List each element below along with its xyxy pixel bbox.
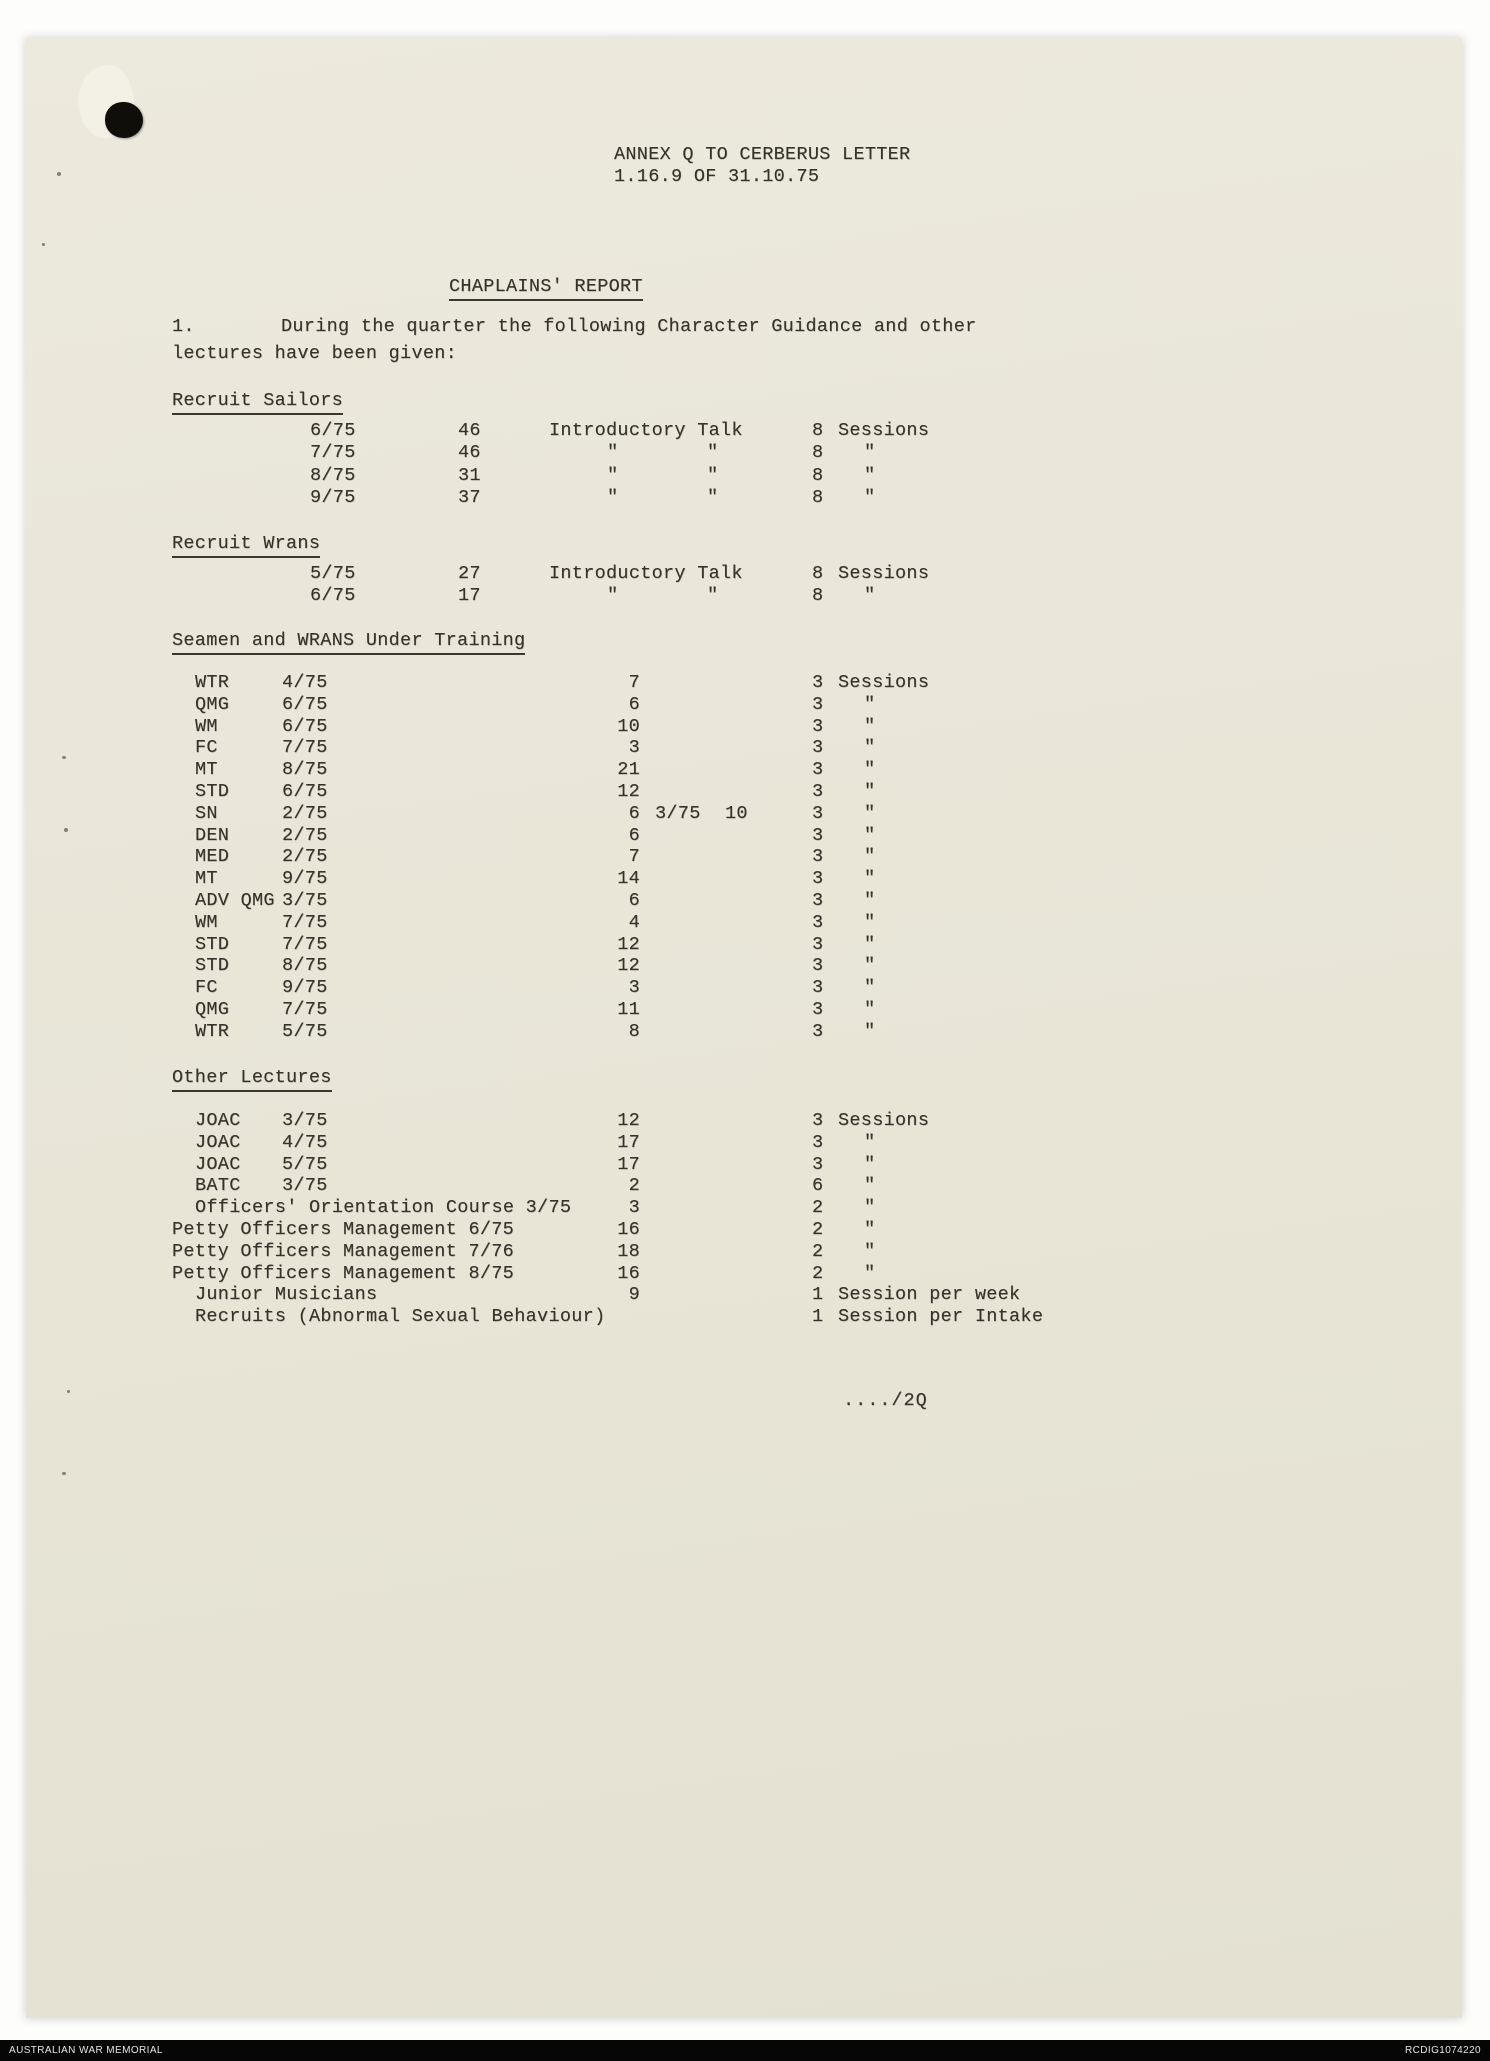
cell: 3	[812, 781, 824, 802]
table-row	[26, 1284, 1462, 1306]
table-row	[26, 694, 1462, 716]
table-row	[26, 825, 1462, 847]
cell: ADV QMG	[195, 890, 275, 911]
cell: 12	[617, 955, 640, 977]
cell: Petty Officers Management 8/75	[172, 1262, 515, 1284]
cell: 2	[812, 1240, 824, 1262]
cell: "	[864, 1219, 876, 1240]
cell: BATC	[195, 1175, 241, 1197]
cell: STD	[195, 933, 230, 955]
cell: DEN	[195, 824, 230, 846]
table-row	[26, 442, 1462, 464]
cell: WTR	[195, 1020, 230, 1042]
cell: MT	[195, 868, 218, 890]
cell: 3	[812, 1110, 824, 1131]
cell: 3	[812, 846, 824, 868]
cell: 10	[617, 715, 640, 737]
cell: 3	[812, 911, 824, 933]
cell: 46	[458, 420, 481, 441]
archive-source-label: AUSTRALIAN WAR MEMORIAL	[9, 2045, 163, 2056]
cell: 8/75	[282, 759, 328, 781]
cell: 5/75	[282, 1020, 328, 1042]
table-row	[26, 999, 1462, 1021]
table-row	[26, 1021, 1462, 1043]
cell: 3	[812, 672, 824, 693]
cell: 17	[458, 585, 481, 606]
cell: "	[864, 759, 876, 781]
cell: "	[864, 693, 876, 715]
table-row	[26, 487, 1462, 509]
cell: JOAC	[195, 1110, 241, 1131]
table-row	[26, 977, 1462, 999]
cell: "	[864, 977, 876, 999]
cell: Sessions	[838, 672, 930, 693]
cell: Recruits (Abnormal Sexual Behaviour)	[195, 1306, 606, 1328]
cell: 18	[617, 1240, 640, 1262]
cell: "	[864, 1197, 876, 1219]
cell: 9	[628, 1284, 640, 1306]
paper-speck	[62, 1472, 66, 1475]
cell: "	[864, 933, 876, 955]
table-row	[26, 465, 1462, 487]
cell: "	[864, 1131, 876, 1153]
cell: "	[864, 824, 876, 846]
cell: 6/75	[282, 781, 328, 802]
cell: "	[864, 1240, 876, 1262]
cell: "	[707, 486, 719, 508]
cell: 14	[617, 868, 640, 890]
cell: QMG	[195, 693, 230, 715]
cell: 12	[617, 933, 640, 955]
table-row	[26, 1110, 1462, 1132]
cell: 6/75	[282, 715, 328, 737]
archive-footer-bar	[0, 2040, 1490, 2061]
table-row	[26, 1175, 1462, 1197]
cell: 6	[628, 693, 640, 715]
cell: Petty Officers Management 7/76	[172, 1240, 515, 1262]
table-row	[26, 934, 1462, 956]
document-page	[26, 38, 1462, 2018]
paper-speck	[57, 172, 61, 176]
cell: 3	[812, 890, 824, 911]
cell: "	[864, 911, 876, 933]
cell: "	[864, 781, 876, 802]
cell: 8	[812, 486, 824, 508]
paper-speck	[42, 243, 45, 246]
cell: 8	[812, 420, 824, 441]
annex-line-1: ANNEX Q TO CERBERUS LETTER	[614, 144, 911, 165]
cell: "	[864, 955, 876, 977]
cell: 4/75	[282, 1131, 328, 1153]
page-continuation: ..../2Q	[843, 1390, 928, 1411]
cell: 6	[628, 802, 640, 824]
table-row	[26, 846, 1462, 868]
cell: 3	[812, 977, 824, 999]
cell: "	[864, 1175, 876, 1197]
cell: 6/75	[310, 585, 356, 606]
cell: 3	[812, 1020, 824, 1042]
cell: 17	[617, 1153, 640, 1175]
cell: 2/75	[282, 824, 328, 846]
cell: "	[864, 715, 876, 737]
cell: 9/75	[310, 486, 356, 508]
table-row	[26, 1263, 1462, 1285]
table-row	[26, 1306, 1462, 1328]
table-row	[26, 1154, 1462, 1176]
cell: 4	[628, 911, 640, 933]
cell: Sessions	[838, 563, 930, 584]
cell: "	[864, 802, 876, 824]
section-heading: Recruit Wrans	[172, 533, 320, 558]
table-row	[26, 672, 1462, 694]
cell: 7	[628, 846, 640, 868]
cell: 8	[812, 442, 824, 464]
cell: 3	[628, 977, 640, 999]
cell: "	[864, 737, 876, 759]
cell: 10	[725, 802, 748, 824]
cell: 3	[812, 802, 824, 824]
cell: Sessions	[838, 1110, 930, 1131]
table-row	[26, 912, 1462, 934]
cell: 8	[812, 585, 824, 606]
cell: 2/75	[282, 846, 328, 868]
table-row	[26, 803, 1462, 825]
cell: STD	[195, 781, 230, 802]
cell: 21	[617, 759, 640, 781]
cell: 4/75	[282, 672, 328, 693]
cell: 3	[812, 715, 824, 737]
cell: 6	[628, 890, 640, 911]
cell: 12	[617, 1110, 640, 1131]
cell: Introductory Talk	[549, 420, 743, 441]
section-heading: Recruit Sailors	[172, 390, 343, 415]
cell: "	[864, 999, 876, 1020]
hole-punch-mark	[105, 102, 143, 138]
cell: "	[607, 442, 619, 464]
cell: 3	[812, 693, 824, 715]
table-row	[26, 563, 1462, 585]
paragraph-number: 1.	[172, 316, 195, 337]
cell: 5/75	[310, 563, 356, 584]
cell: 9/75	[282, 977, 328, 999]
cell: 8/75	[282, 955, 328, 977]
cell: "	[864, 846, 876, 868]
cell: 6	[812, 1175, 824, 1197]
cell: 2	[628, 1175, 640, 1197]
cell: JOAC	[195, 1131, 241, 1153]
cell: FC	[195, 977, 218, 999]
cell: Session per week	[838, 1284, 1021, 1306]
cell: MT	[195, 759, 218, 781]
cell: QMG	[195, 999, 230, 1020]
table-row	[26, 1219, 1462, 1241]
cell: 37	[458, 486, 481, 508]
cell: "	[864, 464, 876, 486]
cell: 46	[458, 442, 481, 464]
paragraph-line-2: lectures have been given:	[172, 343, 458, 364]
table-row	[26, 1241, 1462, 1263]
cell: 12	[617, 781, 640, 802]
cell: 3	[812, 737, 824, 759]
cell: 3	[812, 955, 824, 977]
cell: 3	[812, 759, 824, 781]
cell: Petty Officers Management 6/75	[172, 1219, 515, 1240]
section-heading: Other Lectures	[172, 1067, 332, 1092]
cell: 3	[812, 999, 824, 1020]
cell: Session per Intake	[838, 1306, 1044, 1328]
cell: 3	[812, 868, 824, 890]
cell: "	[864, 585, 876, 606]
page-title: CHAPLAINS' REPORT	[449, 276, 643, 301]
cell: 2	[812, 1262, 824, 1284]
cell: 3	[812, 933, 824, 955]
cell: 16	[617, 1219, 640, 1240]
cell: 3	[628, 1197, 640, 1219]
table-row	[26, 759, 1462, 781]
cell: Officers' Orientation Course 3/75	[195, 1197, 572, 1219]
cell: "	[864, 442, 876, 464]
cell: 5/75	[282, 1153, 328, 1175]
cell: Junior Musicians	[195, 1284, 378, 1306]
cell: Introductory Talk	[549, 563, 743, 584]
section-heading: Seamen and WRANS Under Training	[172, 630, 525, 655]
cell: 2	[812, 1219, 824, 1240]
cell: "	[864, 868, 876, 890]
table-row	[26, 420, 1462, 442]
cell: 7/75	[282, 933, 328, 955]
cell: SN	[195, 802, 218, 824]
annex-header	[614, 144, 910, 188]
cell: "	[864, 1020, 876, 1042]
cell: "	[707, 585, 719, 606]
table-row	[26, 890, 1462, 912]
cell: 8	[628, 1020, 640, 1042]
table-row	[26, 585, 1462, 607]
paper-speck	[67, 1390, 70, 1393]
cell: "	[707, 464, 719, 486]
cell: WTR	[195, 672, 230, 693]
cell: 6/75	[310, 420, 356, 441]
cell: "	[607, 585, 619, 606]
cell: 3	[812, 1131, 824, 1153]
cell: WM	[195, 911, 218, 933]
cell: 1	[812, 1306, 824, 1328]
cell: Sessions	[838, 420, 930, 441]
cell: 3/75	[282, 1175, 328, 1197]
cell: "	[864, 890, 876, 911]
table-row	[26, 868, 1462, 890]
cell: 9/75	[282, 868, 328, 890]
cell: 3	[812, 824, 824, 846]
cell: "	[607, 464, 619, 486]
cell: 3	[628, 737, 640, 759]
cell: 16	[617, 1262, 640, 1284]
table-row	[26, 737, 1462, 759]
cell: "	[707, 442, 719, 464]
table-row	[26, 781, 1462, 803]
cell: "	[607, 486, 619, 508]
cell: 7/75	[282, 737, 328, 759]
cell: WM	[195, 715, 218, 737]
cell: 27	[458, 563, 481, 584]
cell: 8/75	[310, 464, 356, 486]
cell: 7	[628, 672, 640, 693]
cell: MED	[195, 846, 230, 868]
cell: 1	[812, 1284, 824, 1306]
table-row	[26, 1197, 1462, 1219]
annex-line-2: 1.16.9 OF 31.10.75	[614, 166, 820, 187]
cell: 31	[458, 464, 481, 486]
cell: 3	[812, 1153, 824, 1175]
cell: 6/75	[282, 693, 328, 715]
cell: 3/75	[282, 890, 328, 911]
cell: 11	[617, 999, 640, 1020]
cell: JOAC	[195, 1153, 241, 1175]
cell: STD	[195, 955, 230, 977]
cell: 17	[617, 1131, 640, 1153]
cell: 3/75	[655, 802, 701, 824]
table-row	[26, 716, 1462, 738]
table-row	[26, 1132, 1462, 1154]
cell: 8	[812, 464, 824, 486]
paragraph-line-1: During the quarter the following Character Guidance and other	[281, 316, 977, 337]
table-row	[26, 955, 1462, 977]
cell: 7/75	[282, 911, 328, 933]
cell: "	[864, 1262, 876, 1284]
archive-id-label: RCDIG1074220	[1405, 2045, 1481, 2056]
cell: "	[864, 1153, 876, 1175]
cell: 3/75	[282, 1110, 328, 1131]
cell: "	[864, 486, 876, 508]
cell: 6	[628, 824, 640, 846]
cell: FC	[195, 737, 218, 759]
cell: 2	[812, 1197, 824, 1219]
cell: 7/75	[310, 442, 356, 464]
cell: 7/75	[282, 999, 328, 1020]
cell: 2/75	[282, 802, 328, 824]
cell: 8	[812, 563, 824, 584]
